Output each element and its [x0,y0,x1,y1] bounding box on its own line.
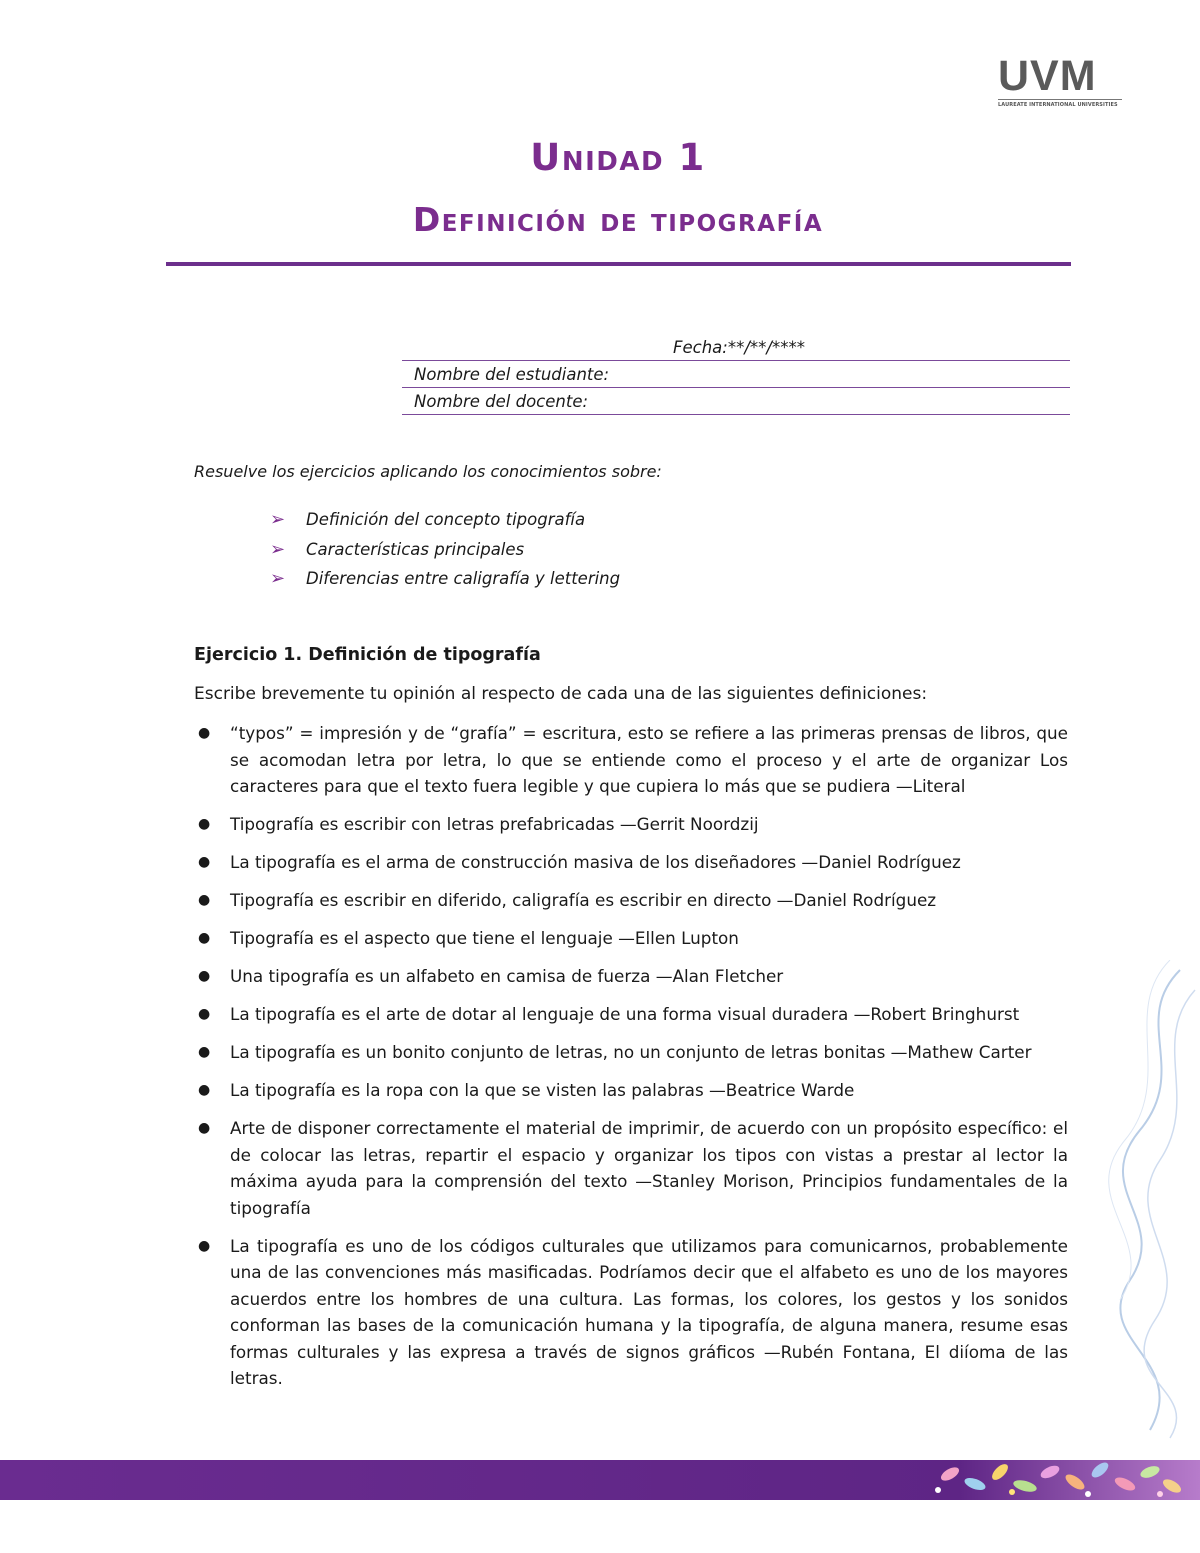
topic-label: Definición del concepto tipografía [306,510,586,530]
logo-wordmark: UVM [998,52,1097,100]
definition-text: La tipografía es el arma de construcción masiva de los diseñadores —Daniel Rodríguez [230,852,961,872]
definition-text: “typos” = impresión y de “grafía” = escritura, esto se refiere a las primeras prensas de libros, que se acomodan letra por letra, lo que se entiende como el proceso y el arte de organizar Los caracteres para que el texto fuera legible y que cupiera lo más que se pudiera —Literal [230,723,1068,796]
definition-list [194,720,1068,1403]
topic-item [270,564,620,594]
definition-text: Arte de disponer correctamente el material de imprimir, de acuerdo con un propósito específico: el de colocar las letras, repartir el espacio y organizar los tipos con vistas a prestar al lector la máxima ayuda para la comprensión del texto —Stanley Morison, Principios fundamentales de la tipografía [230,1118,1068,1218]
definition-text: Tipografía es escribir con letras prefabricadas —Gerrit Noordzij [230,814,759,834]
definition-item [194,887,1068,914]
definition-item [194,1077,1068,1104]
definition-item [194,963,1068,990]
footer-band [0,1460,1200,1500]
definition-text: Tipografía es el aspecto que tiene el lenguaje —Ellen Lupton [230,928,739,948]
dot-bullet-icon: ● [198,1237,211,1254]
exercise-title: Ejercicio 1. Definición de tipografía [194,645,541,665]
document-title: Definición de tipografía [412,200,824,239]
topic-item [270,505,620,535]
dot-bullet-icon: ● [198,892,211,908]
uvm-logo [998,52,1122,108]
dot-bullet-icon: ● [198,854,211,870]
logo-subtitle: LAUREATE INTERNATIONAL UNIVERSITIES [998,99,1122,108]
dot-bullet-icon: ● [198,1044,211,1060]
dot-bullet-icon: ● [198,1082,211,1098]
title-divider [166,262,1071,266]
definition-item [194,811,1068,838]
arrow-bullet-icon: ➢ [270,568,286,590]
definition-item [194,849,1068,876]
dot-bullet-icon: ● [198,1006,211,1022]
definition-text: Tipografía es escribir en diferido, caligrafía es escribir en directo —Daniel Rodríguez [230,890,937,910]
topic-item [270,535,620,565]
instructions: Resuelve los ejercicios aplicando los conocimientos sobre: [194,462,662,481]
arrow-bullet-icon: ➢ [270,538,286,560]
dot-bullet-icon: ● [198,1120,211,1136]
definition-text: La tipografía es el arte de dotar al lenguaje de una forma visual duradera —Robert Bringhurst [230,1004,1020,1024]
definition-item [194,1115,1068,1221]
definition-item [194,1001,1068,1028]
dot-bullet-icon: ● [198,816,211,832]
decorative-swirl [1100,960,1200,1440]
arrow-bullet-icon: ➢ [270,509,286,531]
teacher-name-field: Nombre del docente: [402,390,1070,415]
date-field: Fecha:**/**/**** [402,336,1070,361]
topic-label: Características principales [306,539,525,559]
topic-list [270,505,620,594]
definition-text: Una tipografía es un alfabeto en camisa de fuerza —Alan Fletcher [230,966,784,986]
dot-bullet-icon: ● [198,968,211,984]
definition-text: La tipografía es la ropa con la que se visten las palabras —Beatrice Warde [230,1080,855,1100]
definition-item [194,720,1068,800]
dot-bullet-icon: ● [198,930,211,946]
exercise-prompt: Escribe brevemente tu opinión al respecto de cada una de las siguientes definiciones: [194,684,928,704]
student-name-field: Nombre del estudiante: [402,363,1070,388]
definition-item [194,1233,1068,1392]
definition-item [194,1039,1068,1066]
unit-title: Unidad 1 [530,136,706,179]
definition-text: La tipografía es un bonito conjunto de letras, no un conjunto de letras bonitas —Mathew Carter [230,1042,1032,1062]
definition-text: La tipografía es uno de los códigos culturales que utilizamos para comunicarnos, probablemente una de las convenciones más masificadas. Podríamos decir que el alfabeto es uno de los mayores acuerdos entre los hombres de una cultura. Las formas, los colores, los gestos y los sonidos conforman las bases de la comunicación humana y la tipografía, de alguna manera, resume esas formas culturales y las expresa a través de signos gráficos —Rubén Fontana, El diíoma de las letras. [230,1235,1068,1388]
topic-label: Diferencias entre caligrafía y lettering [306,569,621,589]
definition-item [194,925,1068,952]
dot-bullet-icon: ● [198,725,211,741]
